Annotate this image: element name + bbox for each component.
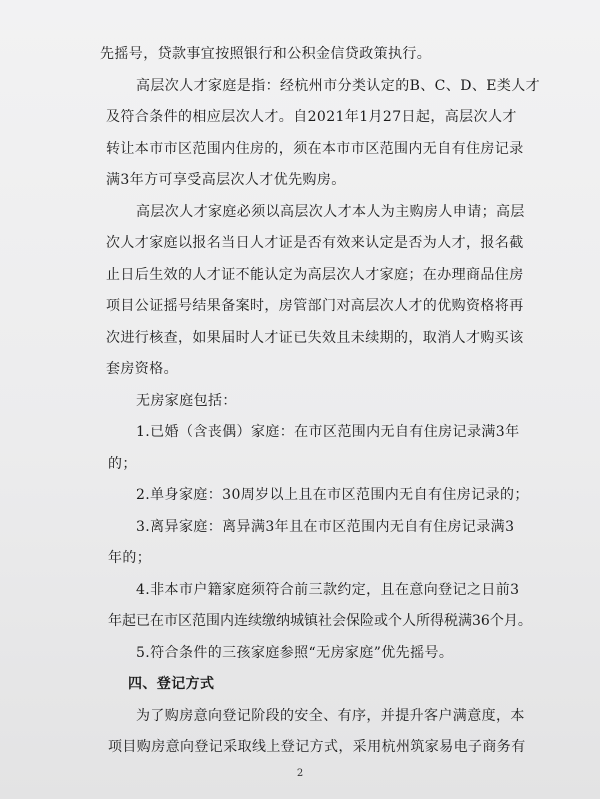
list-item-line: 1.已婚（含丧偶）家庭：在市区范围内无自有住房记录满3年 — [136, 424, 520, 440]
text-line: 先摇号，贷款事宜按照银行和公积金信贷政策执行。 — [100, 46, 432, 62]
list-item-line: 3.离异家庭：离异满3年且在市区范围内无自有住房记录满3 — [136, 518, 515, 535]
page-number: 2 — [296, 768, 304, 779]
text-line: 止日后生效的人才证不能认定为高层次人才家庭；在办理商品住房 — [106, 266, 524, 283]
list-item-line: 2.单身家庭：30周岁以上且在市区范围内无自有住房记录的； — [136, 487, 529, 503]
text-line: 项目公证摇号结果备案时，房管部门对高层次人才的优购资格将再 — [106, 298, 524, 314]
text-line: 高层次人才家庭必须以高层次人才本人为主购房人申请；高层 — [136, 203, 525, 220]
text-line: 次进行核查，如果届时人才证已失效且未续期的，取消人才购买该 — [106, 329, 524, 346]
text-line: 高层次人才家庭是指：经杭州市分类认定的B、C、D、E类人才 — [136, 77, 541, 94]
text-line: 及符合条件的相应层次人才。自2021年1月27日起，高层次人才 — [106, 109, 517, 125]
text-line: 无房家庭包括： — [136, 392, 237, 409]
text-line: 满3年方可享受高层次人才优先购房。 — [106, 172, 346, 188]
text-line: 套房资格。 — [106, 361, 178, 377]
document-body — [100, 44, 560, 758]
text-line: 项目购房意向登记采取线上登记方式，采用杭州筑家易电子商务有 — [108, 739, 526, 755]
list-item-line: 5.符合条件的三孩家庭参照“无房家庭”优先摇号。 — [136, 644, 454, 661]
text-line: 年起已在市区范围内连续缴纳城镇社会保险或个人所得税满36个月。 — [108, 613, 532, 629]
text-line: 的； — [108, 455, 137, 472]
list-item-line: 4.非本市户籍家庭须符合前三款约定，且在意向登记之日前3 — [136, 581, 520, 598]
section-heading: 四、登记方式 — [128, 676, 215, 692]
text-line: 年的； — [108, 550, 152, 566]
text-line: 为了购房意向登记阶段的安全、有序，并提升客户满意度，本 — [136, 707, 525, 724]
text-line: 次人才家庭以报名当日人才证是否有效来认定是否为人才，报名截 — [106, 235, 524, 251]
text-line: 转让本市市区范围内住房的，须在本市市区范围内无自有住房记录 — [106, 140, 524, 157]
